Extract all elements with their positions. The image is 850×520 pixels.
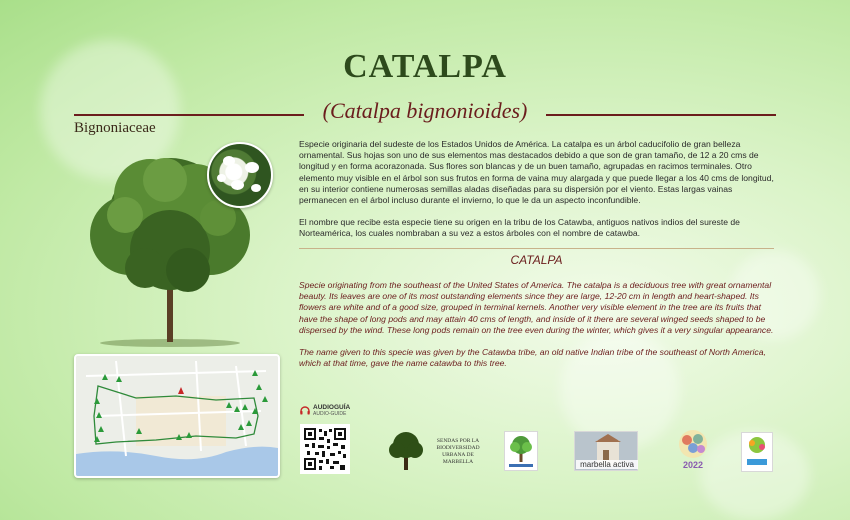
ayuntamiento-tree-logo (504, 431, 538, 471)
sendas-logo-text: SENDAS POR LA BIODIVERSIDAD URBANA DE MARBELLA (436, 438, 480, 465)
right-title-rule (546, 114, 776, 116)
flower-photo (207, 142, 273, 208)
audio-guide-label: AUDIOGUÍA (313, 404, 351, 411)
family-name: Bignoniaceae (74, 120, 156, 136)
description-es-paragraph: El nombre que recibe esta especie tiene su origen en la tribu de los Catawba, antiguos nativos indios del sureste de Norteamérica, los cuales nombraban a su vez a estos árboles con el nombre de catawba. (299, 217, 740, 239)
audio-guide[interactable] (300, 404, 380, 417)
qr-code-graphic (303, 427, 347, 471)
route-map[interactable] (74, 354, 280, 478)
year-2022-logo (673, 428, 713, 464)
left-title-rule (74, 114, 304, 116)
year-label: 2022 (682, 460, 704, 470)
description-en-paragraph: The name given to this specie was given by the Catawba tribe, an old native Indian tribe of the southeast of North America, which at that time, gave the name catawba to this tree. (299, 347, 766, 369)
section-divider (299, 248, 774, 249)
english-title: CATALPA (510, 253, 563, 267)
page-title: CATALPA (343, 48, 507, 85)
description-en (299, 280, 779, 380)
description-es (299, 139, 779, 251)
sendas-tree-logo (386, 430, 426, 472)
audio-guide-sublabel: AUDIO-GUIDE (313, 411, 347, 417)
marbella-activa-text: marbella activa (576, 460, 638, 469)
kids-logo (741, 432, 773, 472)
description-en-paragraph: Specie originating from the southeast of the United States of America. The catalpa is a deciduous tree with great ornamental beauty. Its leaves are one of its most outstanding elements since they are large, 12-20 cm in length and heart-shaped. Its flowers are white and of a good size, grouped in terminal kernels. Another very visible element in the tree are its fruits that have the shape of long pods and may attain 40 cms of length, and inside of it there are several winged seeds shaped to be dispersed by the wind. These long pods remain on the tree even during the winter, which gives it a very singular appearance. (299, 280, 774, 335)
scientific-name: (Catalpa bignonioides) (322, 98, 528, 123)
qr-code[interactable] (300, 424, 350, 474)
headphones-icon (300, 406, 310, 415)
route-map-graphic (76, 356, 278, 476)
description-es-paragraph: Especie originaria del sudeste de los Estados Unidos de América. La catalpa es un árbol caducifolio de gran belleza ornamental. Sus hojas son uno de sus elementos mas destacados debido a que son de gran tamaño, de 12 a 20 cms de longitud y en forma acorazonada. Sus flores son blancas y de un buen tamaño, agrupadas en racimos terminales. Otro elemento muy visible en el árbol son sus frutos en forma de vaina muy alargada y que puede llegar a los 40 cms de longitud, en su interior contiene numerosas semillas aladas diseñadas para su dispersión por el viento. Estas largas vainas permanecen en el árbol incluso durante el invierno, lo que le da un aspecto inconfundible. (299, 139, 774, 206)
